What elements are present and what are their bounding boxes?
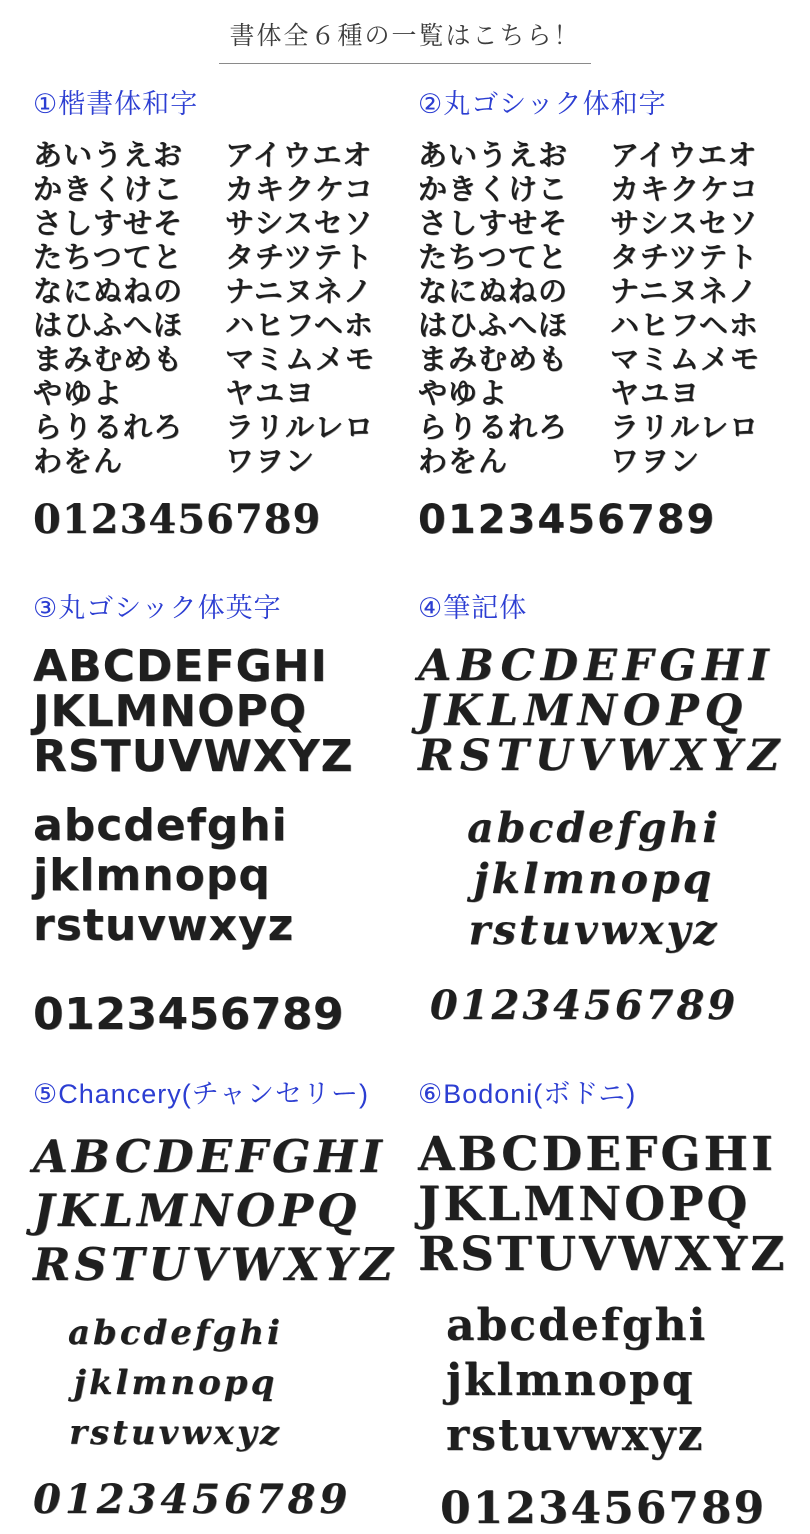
katakana-row: ナニヌネノ — [610, 274, 758, 308]
lowercase-block — [418, 803, 810, 956]
hiragana-row: はひふへほ — [418, 308, 569, 342]
katakana-row: サシスセソ — [610, 206, 759, 240]
section-chancery — [0, 1078, 408, 1534]
hiragana-row: かきくけこ — [418, 172, 569, 206]
katakana-row: ヤユヨ — [225, 376, 316, 410]
numbers-row: 0123456789 — [33, 989, 345, 1040]
title-block — [0, 16, 810, 64]
katakana-row: サシスセソ — [225, 206, 374, 240]
lowercase-row: rstuvwxyz — [468, 906, 720, 954]
lowercase-row: abcdefghi — [446, 1300, 708, 1351]
katakana-row: ワヲン — [610, 444, 701, 478]
numbers-row: 0123456789 — [429, 982, 739, 1029]
lowercase-block — [418, 1298, 810, 1463]
round-gothic-hiragana-column — [418, 138, 568, 478]
katakana-row: ハヒフヘホ — [610, 308, 759, 342]
katakana-row: ナニヌネノ — [225, 274, 373, 308]
round-gothic-katakana-column — [610, 138, 760, 478]
section-chancery-title: ⑤Chancery(チャンセリー) — [33, 1079, 369, 1109]
hiragana-row: なにぬねの — [33, 274, 184, 308]
round-gothic-kana-table — [418, 138, 810, 478]
section-row-latin-2 — [0, 1078, 810, 1534]
section-round-gothic-latin-title: ③丸ゴシック体英字 — [33, 593, 282, 623]
hiragana-row: やゆよ — [33, 376, 124, 410]
hiragana-row: まみむめも — [418, 342, 569, 376]
lowercase-row: rstuvwxyz — [69, 1413, 282, 1453]
hiragana-row: あいうえお — [33, 138, 184, 172]
lowercase-block — [33, 801, 408, 951]
hiragana-row: さしすせそ — [33, 206, 184, 240]
uppercase-row: JKLMNOPQ — [33, 1184, 361, 1237]
katakana-row: ラリルレロ — [610, 410, 760, 444]
hiragana-row: たちつてと — [33, 240, 183, 274]
uppercase-row: ABCDEFGHI — [33, 1130, 386, 1183]
section-round-gothic-kana-title: ②丸ゴシック体和字 — [418, 89, 667, 119]
hiragana-row: たちつてと — [418, 240, 568, 274]
hiragana-row: わをん — [33, 444, 124, 478]
section-bodoni-title: ⑥Bodoni(ボドニ) — [418, 1079, 637, 1109]
hiragana-row: なにぬねの — [418, 274, 569, 308]
lowercase-row: rstuvwxyz — [33, 900, 295, 951]
uppercase-block — [418, 1127, 810, 1282]
section-round-gothic-latin — [0, 592, 408, 1040]
section-row-latin-1 — [0, 592, 810, 1040]
lowercase-row: jklmnopq — [33, 850, 271, 901]
hiragana-row: あいうえお — [418, 138, 569, 172]
lowercase-row: jklmnopq — [473, 855, 715, 903]
section-kaisho-kana-title: ①楷書体和字 — [33, 89, 199, 119]
hiragana-row: さしすせそ — [418, 206, 569, 240]
hiragana-row: わをん — [418, 444, 509, 478]
katakana-row: タチツテト — [610, 240, 759, 274]
page-title: 書体全６種の一覧はこちら！ — [219, 16, 590, 64]
hiragana-row: らりるれろ — [33, 410, 184, 444]
kaisho-katakana-column — [225, 138, 375, 478]
uppercase-row: RSTUVWXYZ — [33, 1238, 397, 1291]
katakana-row: カキクケコ — [610, 172, 759, 206]
lowercase-row: jklmnopq — [73, 1363, 278, 1403]
kaisho-numbers-row: 0123456789 — [33, 496, 322, 543]
section-bodoni — [408, 1078, 810, 1534]
uppercase-block — [418, 641, 810, 781]
uppercase-row: RSTUVWXYZ — [418, 731, 786, 781]
katakana-row: ワヲン — [225, 444, 316, 478]
hiragana-row: らりるれろ — [418, 410, 569, 444]
katakana-row: タチツテト — [225, 240, 374, 274]
katakana-row: ラリルレロ — [225, 410, 375, 444]
katakana-row: ヤユヨ — [610, 376, 701, 410]
katakana-row: ハヒフヘホ — [225, 308, 374, 342]
round-gothic-numbers-row: 0123456789 — [418, 497, 717, 543]
hiragana-row: やゆよ — [418, 376, 509, 410]
numbers-row: 0123456789 — [440, 1483, 767, 1534]
uppercase-row: RSTUVWXYZ — [418, 1227, 788, 1282]
kaisho-hiragana-column — [33, 138, 183, 478]
lowercase-row: abcdefghi — [68, 1313, 283, 1353]
hiragana-row: はひふへほ — [33, 308, 184, 342]
uppercase-block — [33, 1130, 408, 1292]
uppercase-block — [33, 641, 408, 782]
section-script — [408, 592, 810, 1040]
lowercase-row: rstuvwxyz — [446, 1410, 705, 1461]
uppercase-row: ABCDEFGHI — [33, 641, 328, 692]
katakana-row: アイウエオ — [610, 138, 758, 172]
katakana-row: マミムメモ — [225, 342, 376, 376]
kaisho-kana-table — [33, 138, 408, 478]
katakana-row: カキクケコ — [225, 172, 374, 206]
uppercase-row: ABCDEFGHI — [418, 641, 775, 691]
uppercase-row: JKLMNOPQ — [418, 1177, 751, 1232]
lowercase-row: abcdefghi — [33, 800, 288, 851]
uppercase-row: RSTUVWXYZ — [33, 731, 354, 782]
hiragana-row: まみむめも — [33, 342, 184, 376]
section-row-kana — [0, 88, 810, 542]
uppercase-row: JKLMNOPQ — [33, 686, 308, 737]
katakana-row: マミムメモ — [610, 342, 761, 376]
numbers-row: 0123456789 — [33, 1476, 352, 1523]
lowercase-row: jklmnopq — [446, 1355, 695, 1406]
section-kaisho-kana — [0, 88, 408, 542]
hiragana-row: かきくけこ — [33, 172, 184, 206]
section-round-gothic-kana — [408, 88, 810, 542]
katakana-row: アイウエオ — [225, 138, 373, 172]
lowercase-block — [33, 1308, 408, 1458]
section-script-title: ④筆記体 — [418, 593, 528, 623]
lowercase-row: abcdefghi — [467, 804, 721, 852]
uppercase-row: JKLMNOPQ — [418, 686, 749, 736]
uppercase-row: ABCDEFGHI — [418, 1127, 776, 1182]
